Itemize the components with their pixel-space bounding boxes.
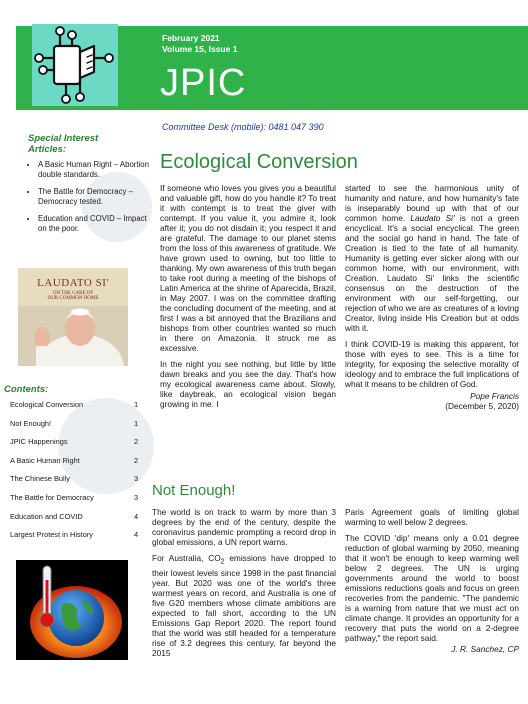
article-column [152,507,336,664]
circuit-icon [32,24,118,106]
toc-page: 4 [134,511,139,521]
toc-page: 1 [134,418,139,428]
paragraph: I think COVID-19 is making this apparent, for those with eyes to see. This is a time for integrity, for exposing the selective morality of ideology and to embrace the full implications of what it means to be children of God. [345,339,519,389]
article-title: Ecological Conversion [160,151,358,173]
paragraph: The world is on track to warm by more than 3 degrees by the end of the century, despite the coronavirus pandemic prompting a record drop in global emissions, a UN report warns. [152,507,336,547]
article-author: J. R. Sanchez, CP [451,644,519,654]
paragraph: started to see the harmonious unity of humanity and nature, and how humanity's fate is inseparably bound up with that of our common home. Laudato Si' is not a green encyclical. It's a social encyclical. The green and the social go hand in hand. The fate of Creation is tied to the fate of all humanity. Humanity is getting ever sicker along with our common home, with our environment, with Creation. Laudato Si' links the scientific consensus on the destruction of the environment with our self-forgetting, our rejection of who we are as creatures of a loving Creator, living inside His Creation but at odds with it. [345,183,519,333]
laudato-si-book-cover [18,268,128,366]
paragraph: In the night you see nothing, but little by little dawn breaks and you see the day. That's how my ecological awareness came about. Slowly, like daybreak, an ecological vision began growing in me. I [160,359,336,409]
article-author: Pope Francis [470,391,519,401]
paragraph: The COVID 'dip' means only a 0.01 degree reduction of global warming by 2050, meaning that it won't be enough to keep warming well below 2 degrees. The UN is urging governments around the world to boost emissions reductions goals and focus on green recoveries from the pandemic. "The pandemic is a warning from nature that we must act on climate change. It provides an opportunity for a recovery that puts the world on a 2-degree pathway," the report said. [345,533,519,643]
special-interest-list [26,160,150,241]
jpic-logo [32,24,118,106]
toc-item[interactable] [10,530,142,549]
paragraph: Paris Agreement goals of limiting global warming to well below 2 degrees. [345,507,519,527]
toc-title: The Chinese Bully [10,474,70,484]
book-title: LAUDATO SI' [37,277,109,289]
masthead-title: JPIC [160,62,247,104]
toc-title: The Battle for Democracy [10,492,94,502]
toc-item[interactable] [10,437,142,456]
paragraph: If someone who loves you gives you a beautiful and valuable gift, how do you handle it? To treat it with contempt is to treat the giver with contempt. If you value it, you admire it, look after it; you do not disdain it; you respect it and are grateful. The damage to our planet stems from the loss of this awareness of gratitude. We have grown used to owning, but too little to thanking. My own awareness of this truth began to take root during a meeting of the bishops of Latin America at the shrine of Aparecida, Brazil, in May 2007. I was on the committee drafting the concluding document of the meeting, and at first I was a bit annoyed that the Brazilians and bishops from other countries wanted so much in there on Amazonia. It struck me as excessive. [160,183,336,353]
article-column [345,507,519,654]
toc-item[interactable] [10,400,142,419]
toc-page: 3 [134,492,139,502]
issue-info [162,33,237,54]
article-column [345,183,519,411]
toc-page: 1 [134,400,139,409]
article-title: Not Enough! [152,482,236,499]
toc-page: 2 [134,437,139,447]
toc-page: 2 [134,455,139,465]
paragraph: For Australia, $CO_2$ emissions have dropped to their lowest levels since 1998 in the past financial year. But 2020 was one of the world's three warmest years on record, and Australia is one of five G20 members whose climate ambitions are expected to fall short, according to the UN Emissions Gap Report 2020. The report found that the world was still headed for a temperature rise of 3.2 degrees this century, far beyond the 2015 [152,553,336,658]
toc-page: 4 [134,530,139,540]
article-date: (December 5, 2020) [445,401,519,411]
toc-title: Education and COVID [10,511,83,521]
toc-page: 3 [134,474,139,484]
table-of-contents [10,400,142,549]
issue-volume: Volume 15, Issue 1 [162,43,238,54]
article-column [160,183,336,415]
special-item: • A Basic Human Right – Abortion double standards. [38,160,150,179]
melting-earth-image [16,560,128,660]
issue-date: February 2021 [162,33,220,43]
toc-item[interactable] [10,456,142,475]
toc-title: Largest Protest in History [10,530,93,540]
special-item: • The Battle for Democracy – Democracy tested. [38,187,150,206]
earth-thermometer-icon [16,560,128,660]
special-item: • Education and COVID – Impact on the poor. [38,214,150,233]
book-subtitle: ON THE CARE OF OUR COMMON HOME [47,291,99,301]
toc-title: JPIC Happenings [10,437,68,447]
toc-item[interactable] [10,493,142,512]
contents-heading: Contents: [4,384,49,395]
toc-item[interactable] [10,474,142,493]
toc-item[interactable] [10,512,142,531]
toc-title: A Basic Human Right [10,455,80,465]
special-interest-heading: Special Interest Articles: [28,133,99,155]
pope-portrait-image [18,268,128,366]
committee-phone: Committee Desk (mobile): 0481 047 390 [162,122,324,132]
toc-item[interactable] [10,419,142,438]
toc-title: Not Enough! [10,418,52,428]
toc-title: Ecological Conversion [10,400,84,409]
